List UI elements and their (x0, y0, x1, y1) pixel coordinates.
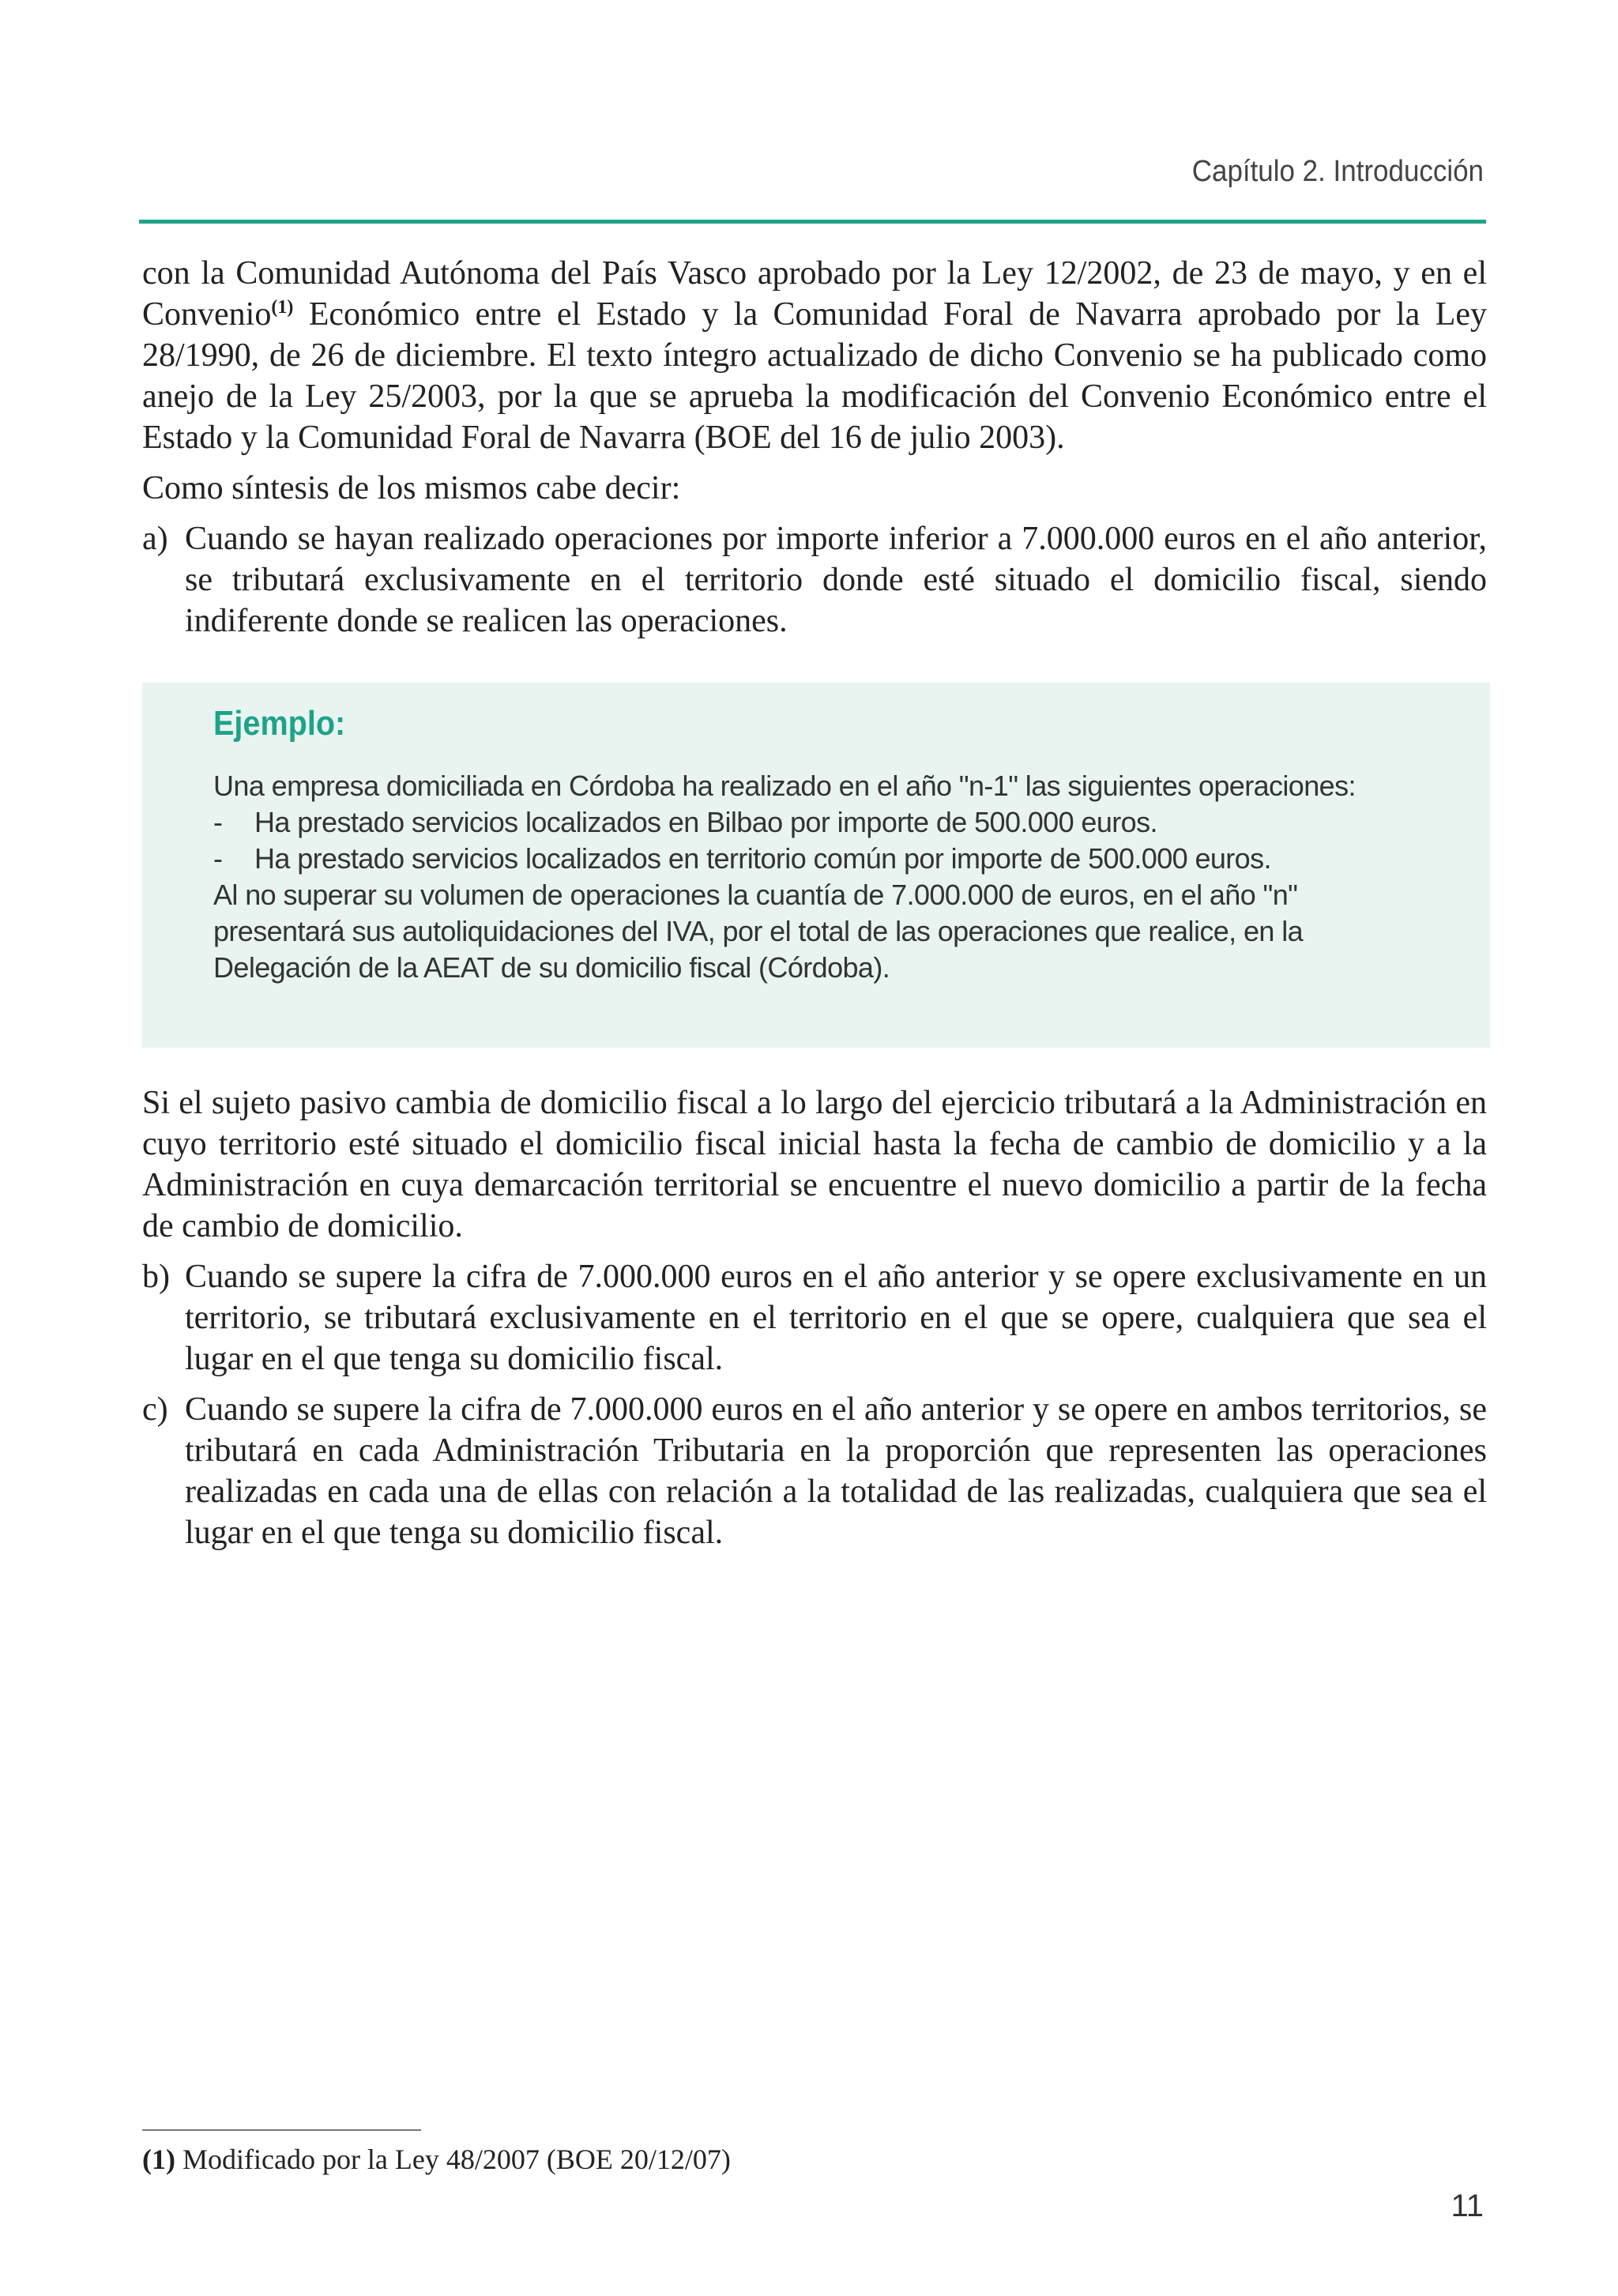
main-text (142, 253, 1487, 642)
example-conclusion: Al no superar su volumen de operaciones la cuantía de 7.000.000 de euros, en el año "n" presentará sus autoliquidaciones del IVA, por el total de las operaciones que realice, en la Delegación de la AEAT de su domicilio fiscal (Córdoba). (213, 879, 1304, 984)
paragraph-sintesis: Como síntesis de los mismos cabe decir: (142, 470, 681, 506)
footnote-mark: (1) (142, 2144, 175, 2175)
footnote-ref[interactable]: (1) (271, 297, 294, 318)
list-item-b (142, 1256, 1487, 1379)
list-item-a (142, 518, 1487, 642)
list-label: a) (142, 521, 168, 557)
footnote-text: Modificado por la Ley 48/2007 (BOE 20/12/07) (175, 2144, 731, 2175)
dash-marker: - (213, 806, 223, 838)
running-header: Capítulo 2. Introducción (1191, 155, 1484, 188)
list-text: Cuando se hayan realizado operaciones por importe inferior a 7.000.000 euros en el año anterior, se tributará exclusivamente en el territorio donde esté situado el domicilio fiscal, siendo indiferente donde se realicen las operaciones. (185, 521, 1487, 639)
example-box (142, 683, 1490, 1048)
list-text: Cuando se supere la cifra de 7.000.000 euros en el año anterior y se opere en ambos territorios, se tributará en cada Administración Tributaria en la proporción que representen las operaciones realizadas en cada una de ellas con relación a la totalidad de las realizadas, cualquiera que sea el lugar en el que tenga su domicilio fiscal. (185, 1391, 1487, 1551)
footnote (142, 2143, 731, 2176)
dash-marker: - (213, 842, 223, 875)
header-rule (139, 220, 1486, 224)
list-label: c) (142, 1391, 168, 1428)
example-bullet: - Ha prestado servicios localizados en territorio común por importe de 500.000 euros. (213, 841, 1419, 877)
list-text: Cuando se supere la cifra de 7.000.000 euros en el año anterior y se opere exclusivamente en un territorio, se tributará exclusivamente en el territorio en el que se opere, cualquiera que sea el lugar en el que tenga su domicilio fiscal. (185, 1259, 1487, 1377)
page-number: 11 (1451, 2189, 1484, 2223)
example-intro: Una empresa domiciliada en Córdoba ha realizado en el año "n-1" las siguientes operaciones: (213, 770, 1356, 802)
example-bullet: - Ha prestado servicios localizados en Bilbao por importe de 500.000 euros. (213, 804, 1419, 841)
main-text-continued (142, 1082, 1487, 1553)
footnote-rule (142, 2129, 421, 2131)
list-label: b) (142, 1259, 170, 1295)
list-item-c (142, 1389, 1487, 1553)
paragraph-convenio: con la Comunidad Autónoma del País Vasco aprobado por la Ley 12/2002, de 23 de mayo, y en el Convenio$^{(1)}$ Económico entre el Estado y la Comunidad Foral de Navarra aprobado por la Ley 28/1990, de 26 de diciembre. El texto íntegro actualizado de dicho Convenio se ha publicado como anejo de la Ley 25/2003, por la que se aprueba la modificación del Convenio Económico entre el Estado y la Comunidad Foral de Navarra (BOE del 16 de julio 2003). (142, 255, 1487, 456)
example-title: Ejemplo: (213, 704, 346, 743)
paragraph-cambio-domicilio: Si el sujeto pasivo cambia de domicilio fiscal a lo largo del ejercicio tributará a la Administración en cuyo territorio esté situado el domicilio fiscal inicial hasta la fecha de cambio de domicilio y a la Administración en cuya demarcación territorial se encuentre el nuevo domicilio a partir de la fecha de cambio de domicilio. (142, 1085, 1487, 1244)
